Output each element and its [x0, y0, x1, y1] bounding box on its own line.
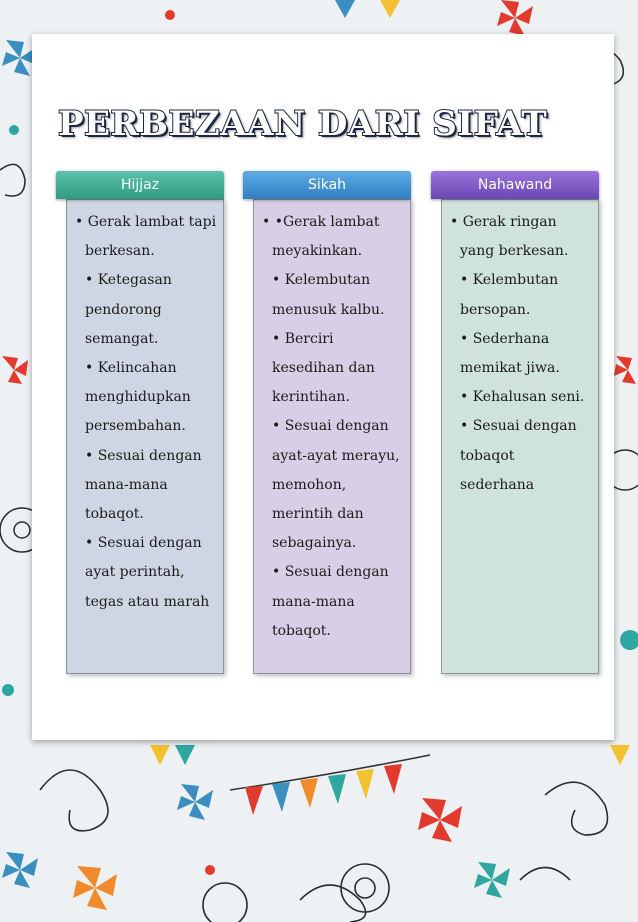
- text-line: menusuk kalbu.: [272, 301, 385, 318]
- text-line: menghidupkan: [85, 389, 191, 406]
- text-line: berkesan.: [85, 243, 155, 260]
- text-line: • Sesuai dengan: [85, 447, 202, 464]
- text-line: • Sederhana: [460, 330, 550, 347]
- text-line: • Gerak lambat tapi: [75, 214, 217, 230]
- text-line: ayat-ayat merayu,: [272, 447, 400, 464]
- text-line: yang berkesan.: [460, 243, 569, 260]
- text-line: tegas atau marah: [85, 593, 210, 610]
- text-line: kesedihan dan: [272, 360, 375, 377]
- text-line: • Sesuai dengan: [85, 535, 202, 552]
- text-line: • Kelembutan: [272, 272, 371, 289]
- text-line: memikat jiwa.: [460, 360, 560, 377]
- text-line: sebagainya.: [272, 535, 357, 552]
- text-line: • Berciri: [272, 330, 334, 347]
- text-line: kerintihan.: [272, 389, 350, 406]
- page-title: PERBEZAAN DARI SIFAT: [58, 104, 548, 144]
- text-line: • Kehalusan seni.: [460, 389, 585, 406]
- text-line: meyakinkan.: [272, 243, 363, 260]
- text-line: memohon,: [272, 476, 347, 493]
- text-line: tobaqot.: [272, 622, 331, 639]
- column-body-sikah: [253, 199, 411, 674]
- text-line: mana-mana: [272, 593, 355, 610]
- column-header-hijjaz: Hijjaz: [56, 171, 224, 199]
- text-line: • Ketegasan: [85, 272, 172, 289]
- text-line: • •Gerak lambat: [262, 214, 380, 230]
- column-header-nahawand: Nahawand: [431, 171, 599, 199]
- text-line: mana-mana: [85, 476, 168, 493]
- text-line: sederhana: [460, 476, 535, 493]
- text-line: • Kelembutan: [460, 272, 559, 289]
- column-hijjaz: [56, 171, 224, 674]
- text-line: merintih dan: [272, 506, 364, 523]
- text-line: • Sesuai dengan: [272, 564, 389, 581]
- text-line: • Sesuai dengan: [460, 418, 577, 435]
- column-sikah: [243, 171, 411, 674]
- text-line: pendorong: [85, 301, 162, 318]
- text-line: ayat perintah,: [85, 564, 185, 581]
- text-line: tobaqot.: [85, 506, 144, 523]
- column-body-nahawand: [441, 199, 599, 674]
- text-line: • Sesuai dengan: [272, 418, 389, 435]
- text-line: bersopan.: [460, 301, 531, 318]
- text-line: tobaqot: [460, 447, 515, 464]
- column-header-sikah: Sikah: [243, 171, 411, 199]
- column-nahawand: [431, 171, 599, 674]
- text-line: persembahan.: [85, 418, 186, 435]
- text-line: • Kelincahan: [85, 360, 177, 377]
- text-line: semangat.: [85, 330, 159, 347]
- text-line: • Gerak ringan: [450, 214, 557, 230]
- column-body-hijjaz: [66, 199, 224, 674]
